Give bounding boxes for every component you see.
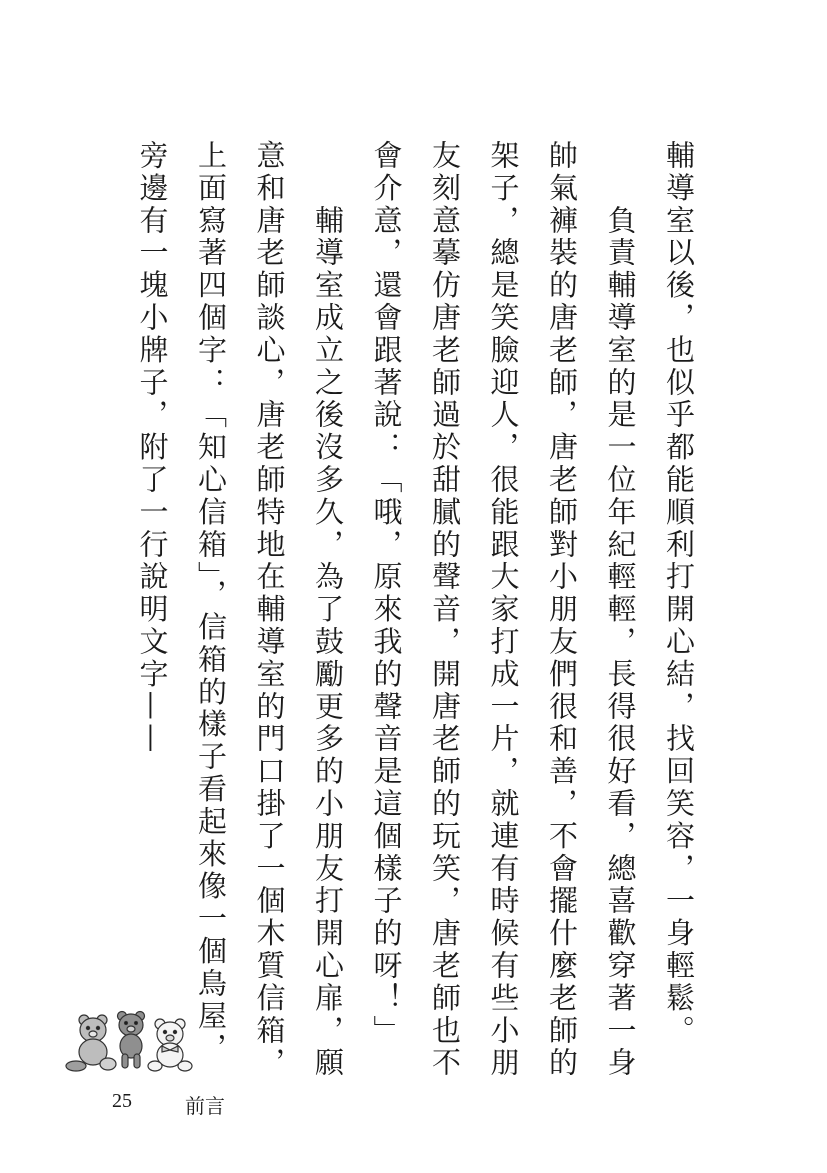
teddy-bears-icon (62, 1010, 202, 1074)
text-line: 意和唐老師談心，唐老師特地在輔導室的門口掛了一個木質信箱， (252, 140, 287, 1080)
bear-middle (118, 1012, 145, 1069)
text-line: 上面寫著四個字：「知心信箱」，信箱的樣子看起來像一個鳥屋， (194, 140, 228, 1066)
page-number: 25 (112, 1090, 132, 1112)
text-line: 負責輔導室的是一位年紀輕輕，長得很好看，總喜歡穿著一身 (603, 140, 638, 1080)
bear-right (148, 1019, 192, 1071)
text-line: 帥氣褲裝的唐老師，唐老師對小朋友們很和善，不會擺什麼老師的 (545, 140, 579, 1080)
text-line: 會介意，還會跟著說：「哦，原來我的聲音是這個樣子的呀！」 (369, 140, 404, 1048)
text-line: 旁邊有一塊小牌子，附了一行說明文字—— (135, 140, 170, 756)
body-text (118, 140, 708, 1080)
text-line: 友刻意摹仿唐老師過於甜膩的聲音，開唐老師的玩笑，唐老師也不 (428, 140, 462, 1080)
text-line: 架子，總是笑臉迎人，很能跟大家打成一片，就連有時候有些小朋 (486, 140, 521, 1080)
text-line: 輔導室成立之後沒多久，為了鼓勵更多的小朋友打開心扉，願 (311, 140, 345, 1080)
text-line: 輔導室以後，也似乎都能順利打開心結，找回笑容，一身輕鬆。 (662, 140, 696, 1048)
bear-left (66, 1015, 116, 1071)
section-title: 前言 (185, 1094, 225, 1118)
